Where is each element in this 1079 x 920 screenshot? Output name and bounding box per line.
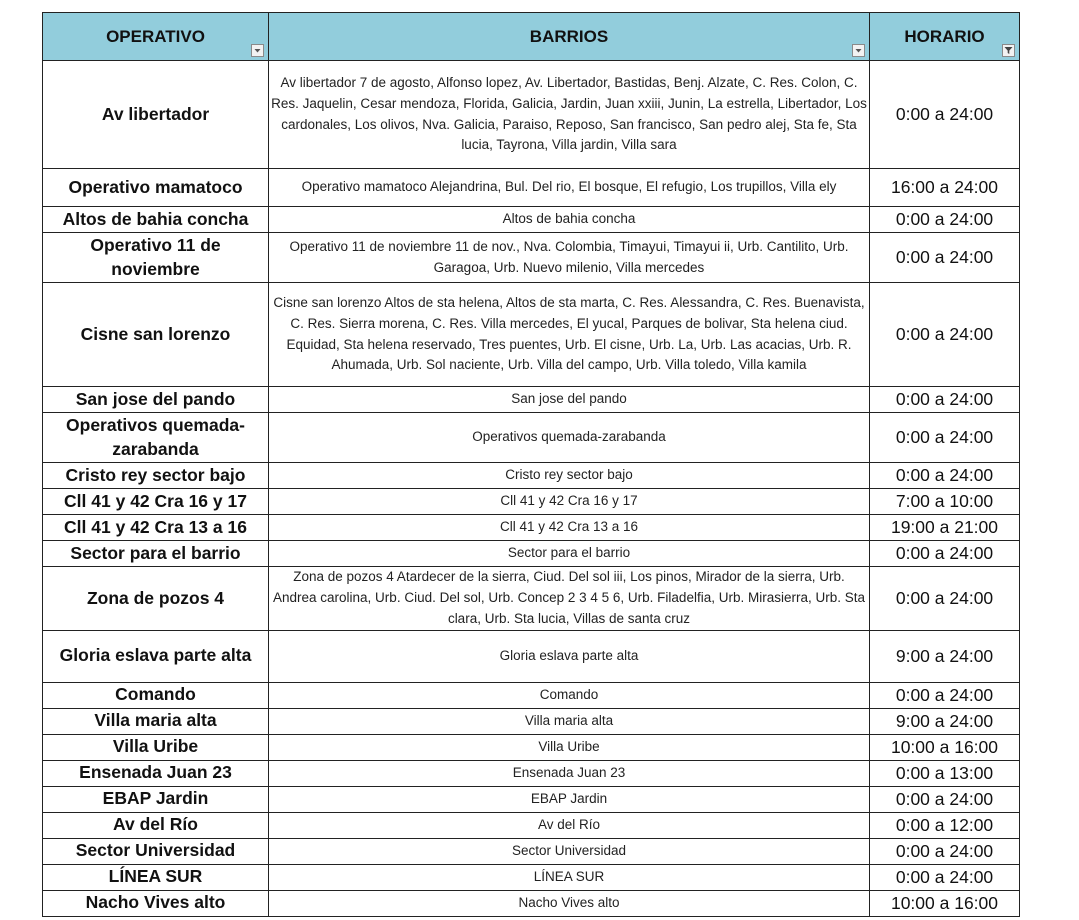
operativo-cell[interactable]: Av del Río — [43, 812, 269, 838]
header-row — [43, 13, 1020, 61]
schedule-table — [42, 12, 1020, 917]
table-row — [43, 786, 1020, 812]
table-row — [43, 567, 1020, 631]
operativo-cell[interactable]: LÍNEA SUR — [43, 864, 269, 890]
horario-cell[interactable]: 0:00 a 24:00 — [870, 233, 1020, 283]
table-row — [43, 541, 1020, 567]
barrios-cell[interactable]: Operativo mamatoco Alejandrina, Bul. Del rio, El bosque, El refugio, Los trupillos, Villa ely — [269, 169, 870, 207]
table-row — [43, 463, 1020, 489]
operativo-cell[interactable]: San jose del pando — [43, 387, 269, 413]
barrios-cell[interactable]: Sector para el barrio — [269, 541, 870, 567]
header-barrios — [269, 13, 870, 61]
table-row — [43, 838, 1020, 864]
operativo-cell[interactable]: Operativos quemada-zarabanda — [43, 413, 269, 463]
barrios-cell[interactable]: Cristo rey sector bajo — [269, 463, 870, 489]
operativo-cell[interactable]: Av libertador — [43, 61, 269, 169]
table-row — [43, 515, 1020, 541]
operativo-cell[interactable]: Comando — [43, 682, 269, 708]
horario-cell[interactable]: 0:00 a 24:00 — [870, 567, 1020, 631]
horario-cell[interactable]: 10:00 a 16:00 — [870, 734, 1020, 760]
horario-cell[interactable]: 0:00 a 12:00 — [870, 812, 1020, 838]
barrios-cell[interactable]: Gloria eslava parte alta — [269, 630, 870, 682]
barrios-cell[interactable]: Nacho Vives alto — [269, 890, 870, 916]
header-barrios-label: BARRIOS — [529, 26, 609, 46]
barrios-cell[interactable]: EBAP Jardin — [269, 786, 870, 812]
table-row — [43, 413, 1020, 463]
horario-cell[interactable]: 0:00 a 24:00 — [870, 61, 1020, 169]
table-row — [43, 283, 1020, 387]
operativo-cell[interactable]: Cristo rey sector bajo — [43, 463, 269, 489]
operativo-cell[interactable]: Cisne san lorenzo — [43, 283, 269, 387]
header-horario — [870, 13, 1020, 61]
horario-cell[interactable]: 19:00 a 21:00 — [870, 515, 1020, 541]
operativo-cell[interactable]: Cll 41 y 42 Cra 16 y 17 — [43, 489, 269, 515]
operativo-cell[interactable]: Ensenada Juan 23 — [43, 760, 269, 786]
barrios-cell[interactable]: LÍNEA SUR — [269, 864, 870, 890]
horario-cell[interactable]: 0:00 a 24:00 — [870, 541, 1020, 567]
horario-cell[interactable]: 0:00 a 24:00 — [870, 864, 1020, 890]
filter-funnel-icon[interactable] — [1002, 44, 1015, 57]
header-operativo — [43, 13, 269, 61]
dropdown-arrow-icon[interactable] — [251, 44, 264, 57]
table-row — [43, 734, 1020, 760]
barrios-cell[interactable]: Villa Uribe — [269, 734, 870, 760]
table-row — [43, 233, 1020, 283]
barrios-cell[interactable]: Zona de pozos 4 Atardecer de la sierra, Ciud. Del sol iii, Los pinos, Mirador de la sierra, Urb. Andrea carolina, Urb. Ciud. Del sol, Urb. Concep 2 3 4 5 6, Urb. Filadelfia, Urb. Mirasierra, Urb. Sta clara, Urb. Sta lucia, Villas de santa cruz — [269, 567, 870, 631]
horario-cell[interactable]: 0:00 a 24:00 — [870, 838, 1020, 864]
barrios-cell[interactable]: Sector Universidad — [269, 838, 870, 864]
horario-cell[interactable]: 0:00 a 24:00 — [870, 786, 1020, 812]
table-row — [43, 682, 1020, 708]
operativo-cell[interactable]: Nacho Vives alto — [43, 890, 269, 916]
table-row — [43, 387, 1020, 413]
barrios-cell[interactable]: Cll 41 y 42 Cra 13 a 16 — [269, 515, 870, 541]
operativo-cell[interactable]: Villa maria alta — [43, 708, 269, 734]
barrios-cell[interactable]: Operativos quemada-zarabanda — [269, 413, 870, 463]
horario-cell[interactable]: 0:00 a 13:00 — [870, 760, 1020, 786]
table-row — [43, 630, 1020, 682]
table-row — [43, 169, 1020, 207]
barrios-cell[interactable]: Comando — [269, 682, 870, 708]
table-row — [43, 207, 1020, 233]
operativo-cell[interactable]: Sector para el barrio — [43, 541, 269, 567]
barrios-cell[interactable]: Operativo 11 de noviembre 11 de nov., Nva. Colombia, Timayui, Timayui ii, Urb. Cantilito, Urb. Garagoa, Urb. Nuevo milenio, Villa mercedes — [269, 233, 870, 283]
table-row — [43, 708, 1020, 734]
table-row — [43, 489, 1020, 515]
barrios-cell[interactable]: Ensenada Juan 23 — [269, 760, 870, 786]
table-row — [43, 760, 1020, 786]
horario-cell[interactable]: 16:00 a 24:00 — [870, 169, 1020, 207]
table-row — [43, 812, 1020, 838]
operativo-cell[interactable]: EBAP Jardin — [43, 786, 269, 812]
barrios-cell[interactable]: Av libertador 7 de agosto, Alfonso lopez, Av. Libertador, Bastidas, Benj. Alzate, C. Res. Colon, C. Res. Jaquelin, Cesar mendoza, Florida, Galicia, Jardin, Juan xxiii, Junin, La estrella, Libertador, Los cardonales, Los olivos, Nva. Galicia, Paraiso, Reposo, San francisco, San pedro alej, Sta fe, Sta lucia, Tayrona, Villa jardin, Villa sara — [269, 61, 870, 169]
barrios-cell[interactable]: Cll 41 y 42 Cra 16 y 17 — [269, 489, 870, 515]
horario-cell[interactable]: 0:00 a 24:00 — [870, 463, 1020, 489]
table-row — [43, 61, 1020, 169]
header-operativo-label: OPERATIVO — [106, 26, 205, 46]
operativo-cell[interactable]: Cll 41 y 42 Cra 13 a 16 — [43, 515, 269, 541]
barrios-cell[interactable]: Av del Río — [269, 812, 870, 838]
horario-cell[interactable]: 9:00 a 24:00 — [870, 630, 1020, 682]
operativo-cell[interactable]: Gloria eslava parte alta — [43, 630, 269, 682]
barrios-cell[interactable]: Villa maria alta — [269, 708, 870, 734]
header-horario-label: HORARIO — [904, 26, 985, 46]
barrios-cell[interactable]: Cisne san lorenzo Altos de sta helena, Altos de sta marta, C. Res. Alessandra, C. Res. Buenavista, C. Res. Sierra morena, C. Res. Villa mercedes, El yucal, Parques de bolivar, Sta helena ciud. Equidad, Sta helena reservado, Tres puentes, Urb. El cisne, Urb. La, Urb. Las acacias, Urb. R. Ahumada, Urb. Sol naciente, Urb. Villa del campo, Urb. Villa toledo, Villa kamila — [269, 283, 870, 387]
horario-cell[interactable]: 9:00 a 24:00 — [870, 708, 1020, 734]
operativo-cell[interactable]: Operativo 11 de noviembre — [43, 233, 269, 283]
horario-cell[interactable]: 0:00 a 24:00 — [870, 387, 1020, 413]
horario-cell[interactable]: 10:00 a 16:00 — [870, 890, 1020, 916]
horario-cell[interactable]: 0:00 a 24:00 — [870, 207, 1020, 233]
operativo-cell[interactable]: Altos de bahia concha — [43, 207, 269, 233]
barrios-cell[interactable]: Altos de bahia concha — [269, 207, 870, 233]
operativo-cell[interactable]: Zona de pozos 4 — [43, 567, 269, 631]
table-row — [43, 864, 1020, 890]
dropdown-arrow-icon[interactable] — [852, 44, 865, 57]
operativo-cell[interactable]: Sector Universidad — [43, 838, 269, 864]
barrios-cell[interactable]: San jose del pando — [269, 387, 870, 413]
horario-cell[interactable]: 0:00 a 24:00 — [870, 413, 1020, 463]
operativo-cell[interactable]: Villa Uribe — [43, 734, 269, 760]
horario-cell[interactable]: 7:00 a 10:00 — [870, 489, 1020, 515]
horario-cell[interactable]: 0:00 a 24:00 — [870, 682, 1020, 708]
table-row — [43, 890, 1020, 916]
table-body — [43, 61, 1020, 917]
operativo-cell[interactable]: Operativo mamatoco — [43, 169, 269, 207]
horario-cell[interactable]: 0:00 a 24:00 — [870, 283, 1020, 387]
